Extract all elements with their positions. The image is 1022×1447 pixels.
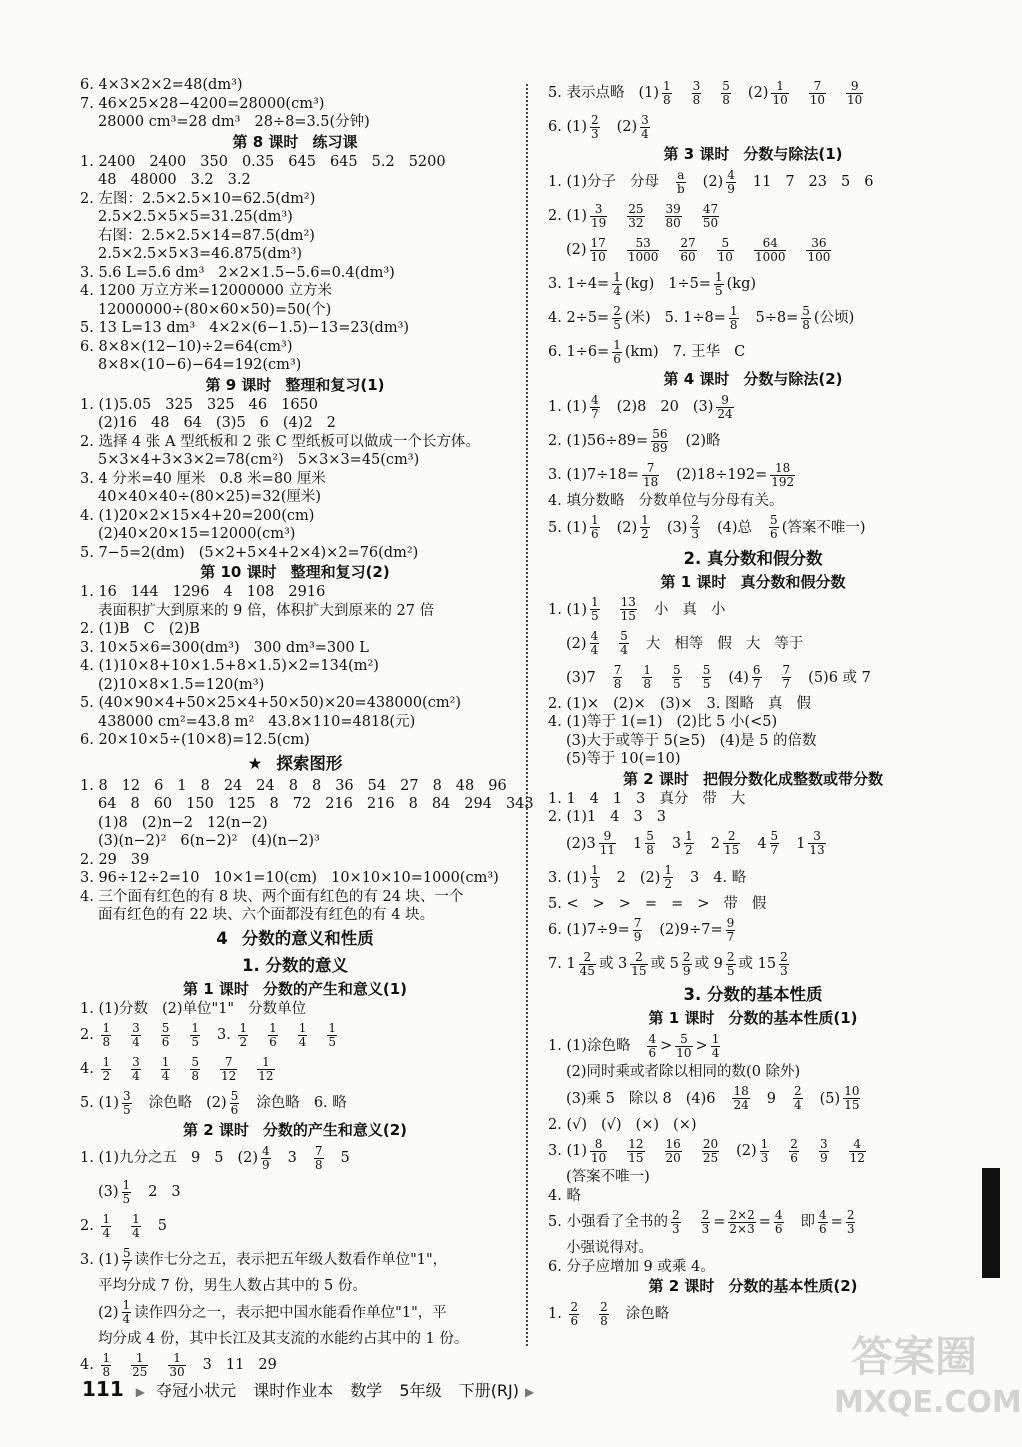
- answer-line: 3. (1) $\frac{5}{7}$ 读作七分之五，表示把五年级人数看作单位"1"，: [80, 1245, 448, 1274]
- fraction: $\frac{5}{10}$: [717, 235, 733, 264]
- answer-line: 4. $\frac{1}{8}$ $\frac{1}{25}$ $\frac{1}{30}$ 3 11 29: [80, 1350, 277, 1379]
- section-heading: ★ 探索图形: [247, 753, 343, 773]
- fraction: $\frac{13}{15}$: [620, 595, 636, 623]
- answer-line: 28000 cm³=28 dm³ 28÷8=3.5(分钟): [98, 114, 370, 130]
- fraction: $\frac{2}{8}$: [600, 1299, 608, 1328]
- answer-line: 5. < > > = = > 带 假: [548, 895, 767, 912]
- fraction: $\frac{1}{8}$: [643, 663, 652, 691]
- fraction: $\frac{2}{3}$: [671, 1207, 680, 1236]
- answer-line: 438000 cm²=43.8 m² 43.8×110=4818(元): [98, 713, 416, 730]
- answer-line: 8×8×(10−6)−64=192(cm³): [98, 357, 302, 373]
- answer-line: 2. $\frac{1}{4}$ $\frac{1}{4}$ 5: [80, 1211, 167, 1240]
- answer-line: 3. 4 分米=40 厘米 0.8 米=80 厘米: [80, 470, 326, 487]
- answer-line: 表面积扩大到原来的 9 倍，体积扩大到原来的 27 倍: [98, 602, 435, 619]
- answer-line: 2. 选择 4 张 A 型纸板和 2 张 C 型纸板可以做成一个长方体。: [80, 433, 480, 450]
- answer-line: 3. (1) $\frac{8}{10}$ $\frac{12}{15}$ $\frac{16}{20}$ $\frac{20}{25}$ (2) $\frac{1}{3}$ $\frac{2}{6}$ $\frac{3}{9}$ $\frac{4}{12}$: [548, 1136, 865, 1165]
- answer-line: 1. (1)分子 分母 $\frac{a}{b}$ (2) $\frac{4}{9}$ 11 7 23 5 6: [548, 167, 874, 196]
- answer-line: 6. 20×10×5÷(10×8)=12.5(cm): [80, 732, 310, 748]
- fraction: $\frac{56}{89}$: [652, 426, 668, 455]
- fraction: $\frac{2}{5}$: [613, 303, 621, 332]
- answer-line: 3. (1) $\frac{1}{3}$ 2 (2) $\frac{1}{2}$ 3 4. 略: [548, 863, 747, 891]
- fraction: $\frac{53}{1000}$: [627, 235, 659, 264]
- answer-line: 1. (1) $\frac{1}{5}$ $\frac{13}{15}$ 小 真 小: [548, 595, 726, 623]
- answer-line: (3)大于或等于 5(≥5) (4)是 5 的倍数: [566, 732, 817, 749]
- answer-line: (3)(n−2)² 6(n−2)² (4)(n−2)³: [98, 833, 320, 849]
- fraction: $\frac{7}{8}$: [613, 663, 622, 691]
- fraction: $\frac{1}{4}$: [122, 1298, 131, 1326]
- fraction: $\frac{1}{2}$: [239, 1020, 248, 1049]
- fraction: $\frac{1}{10}$: [772, 78, 788, 107]
- answer-line: (2)同时乘或者除以相同的数(0 除外): [566, 1064, 801, 1080]
- answer-line: 7. 46×25×28−4200=28000(cm³): [80, 95, 325, 112]
- watermark-logo: [834, 1331, 1022, 1441]
- fraction: $\frac{7}{12}$: [221, 1054, 237, 1083]
- fraction: $\frac{9}{10}$: [847, 78, 863, 107]
- answer-line: 6. 4×3×2×2=48(dm³): [80, 77, 243, 93]
- answer-line: (3)乘 5 除以 8 (4)6 $\frac{18}{24}$ 9 $\frac{2}{4}$ (5) $\frac{10}{15}$: [566, 1084, 860, 1112]
- answer-line: 1. 8 12 6 1 8 24 24 8 8 36 54 27 8 48 96: [80, 777, 507, 794]
- fraction: $\frac{1}{5}$: [122, 1177, 131, 1206]
- fraction: $\frac{5}{7}$: [770, 829, 779, 857]
- fraction: $\frac{27}{60}$: [680, 235, 696, 264]
- answer-line: (2)40×20×15=12000(cm³): [98, 526, 296, 542]
- answer-line: 5. 小强看了全书的 $\frac{2}{3}$ $\frac{2}{3}$ = $\frac{2\times 2}{2\times 3}$ = $\frac{4}{6}$ 即 $\frac{4}{6}$ = $\frac{2}{3}$: [548, 1207, 855, 1236]
- answer-line: 4. 2÷5= $\frac{2}{5}$ (米) 5. 1÷8= $\frac{1}{8}$ 5÷8= $\frac{5}{8}$ (公顷): [548, 303, 855, 332]
- section-heading: 第 1 课时 分数的产生和意义(1): [182, 979, 408, 998]
- answer-line: (2) $\frac{1}{4}$ 读作四分之一，表示把中国水能看作单位"1"，平: [98, 1298, 447, 1326]
- fraction: $\frac{4}{9}$: [262, 1143, 270, 1172]
- section-heading: 4 分数的意义和性质: [216, 928, 374, 948]
- fraction: $\frac{1}{4}$: [102, 1211, 111, 1240]
- fraction: $\frac{2}{3}$: [701, 1207, 710, 1236]
- fraction: $\frac{8}{10}$: [590, 1136, 607, 1165]
- answer-line: 5. 7−5=2(dm) (5×2+5×4+2×4)×2=76(dm²): [80, 544, 419, 561]
- fraction: $\frac{3}{8}$: [692, 78, 701, 107]
- fraction: $\frac{5}{10}$: [676, 1031, 692, 1060]
- answer-line: 4. 1200 万立方米=12000000 立方米: [80, 283, 333, 299]
- fraction: $\frac{1}{4}$: [298, 1020, 307, 1049]
- section-heading: 2. 真分数和假分数: [683, 548, 823, 568]
- fraction: $\frac{3}{4}$: [641, 112, 649, 141]
- watermark-text: 答案圈: [850, 1332, 977, 1381]
- fraction: $\frac{1}{8}$: [102, 1350, 111, 1379]
- fraction: $\frac{1}{5}$: [590, 595, 599, 623]
- section-heading: 第 9 课时 整理和复习(1): [205, 375, 385, 394]
- fraction: $\frac{1}{6}$: [613, 337, 621, 366]
- fraction: $\frac{1}{2}$: [641, 513, 649, 541]
- fraction: $\frac{12}{15}$: [628, 1136, 644, 1165]
- fraction: $\frac{4}{4}$: [590, 629, 599, 657]
- fraction: $\frac{2}{3}$: [846, 1207, 855, 1236]
- fraction: $\frac{3}{4}$: [132, 1020, 140, 1049]
- answer-line: 6. (1)7÷9= $\frac{7}{9}$ (2)9÷7= $\frac{9}{7}$: [548, 915, 735, 944]
- page-footer: [82, 1377, 540, 1401]
- answer-line: 4. $\frac{1}{2}$ $\frac{3}{4}$ $\frac{1}{4}$ $\frac{5}{8}$ $\frac{7}{12}$ $\frac{1}{12}$: [80, 1054, 274, 1083]
- fraction: $\frac{1}{2}$: [664, 863, 673, 891]
- answer-line: (3)7 $\frac{7}{8}$ $\frac{1}{8}$ $\frac{5}{5}$ $\frac{5}{5}$ (4) $\frac{6}{7}$ $\frac{7}{7}$ (5)6 或 7: [566, 663, 871, 691]
- section-heading: 1. 分数的意义: [242, 955, 348, 975]
- answer-line: 2. 左图：2.5×2.5×10=62.5(dm²): [80, 190, 316, 207]
- section-heading: 第 1 课时 分数的基本性质(1): [648, 1009, 858, 1027]
- page-edge-mark: [982, 1168, 1000, 1278]
- fraction: $\frac{3}{5}$: [122, 1088, 131, 1117]
- fraction: $\frac{2}{5}$: [726, 949, 735, 978]
- fraction: $\frac{6}{7}$: [752, 663, 761, 691]
- answer-line: 右图：2.5×2.5×14=87.5(dm²): [98, 227, 315, 244]
- answer-line: 6. 8×8×(12−10)÷2=64(cm³): [80, 338, 293, 355]
- fraction: $\frac{7}{18}$: [642, 460, 659, 489]
- watermark-url: MXQE.COM: [834, 1385, 1022, 1420]
- fraction: $\frac{2}{4}$: [794, 1084, 802, 1112]
- fraction: $\frac{2}{6}$: [570, 1299, 579, 1328]
- fraction: $\frac{1}{4}$: [711, 1031, 720, 1060]
- fraction: $\frac{7}{10}$: [809, 78, 826, 107]
- fraction: $\frac{7}{7}$: [782, 663, 791, 691]
- answer-line: 1. 2400 2400 350 0.35 645 645 5.2 5200: [80, 153, 446, 170]
- answer-line: 6. 1÷6= $\frac{1}{6}$ (km) 7. 王华 C: [548, 337, 746, 366]
- fraction: $\frac{5}{6}$: [230, 1088, 239, 1117]
- answer-line: 5×3×4+3×3×2=78(cm²) 5×3×3=45(cm³): [98, 452, 420, 468]
- answer-line: 2. (1) $\frac{3}{19}$ $\frac{25}{32}$ $\frac{39}{80}$ $\frac{47}{50}$: [548, 201, 719, 230]
- answer-line: 5. 13 L=13 dm³ 4×2×(6−1.5)−13=23(dm³): [80, 320, 410, 336]
- fraction: $\frac{3}{13}$: [809, 829, 825, 857]
- fraction: $\frac{3}{9}$: [819, 1136, 828, 1165]
- section-heading: 第 1 课时 真分数和假分数: [660, 572, 846, 591]
- answer-line: 平均分成 7 份，男生人数占其中的 5 份。: [98, 1278, 367, 1294]
- fraction: $\frac{7}{8}$: [314, 1143, 323, 1172]
- fraction: $\frac{3}{4}$: [132, 1054, 140, 1083]
- answer-line: 3. (1)7÷18= $\frac{7}{18}$ (2)18÷192= $\frac{18}{192}$: [548, 460, 795, 489]
- grade: 5年级: [399, 1381, 442, 1400]
- answer-line: 4. (1)10×8+10×1.5+8×1.5)×2=134(m²): [80, 658, 379, 674]
- answer-line: 4. (1)等于 1(=1) (2)比 5 小(<5): [548, 714, 778, 730]
- answer-line: 均分成 4 份，其中长江及其支流的水能约占其中的 1 份。: [98, 1330, 469, 1347]
- fraction: $\frac{5}{6}$: [770, 513, 778, 541]
- answer-line: 3. 10×5×6=300(dm³) 300 dm³=300 L: [80, 639, 369, 656]
- fraction: $\frac{5}{8}$: [646, 829, 654, 857]
- section-heading: 第 8 课时 练习课: [232, 132, 358, 151]
- fraction: $\frac{17}{10}$: [590, 235, 606, 264]
- answer-line: 1. (1)九分之五 9 5 (2) $\frac{4}{9}$ 3 $\frac{7}{8}$ 5: [80, 1143, 350, 1172]
- fraction: $\frac{18}{192}$: [771, 460, 795, 489]
- fraction: $\frac{2}{3}$: [590, 112, 599, 141]
- answer-line: 4. 略: [548, 1187, 581, 1204]
- fraction: $\frac{2\times 2}{2\times 3}$: [729, 1207, 755, 1236]
- section-heading: 第 4 课时 分数与除法(2): [663, 370, 843, 388]
- answer-line: 小强说得对。: [566, 1240, 653, 1256]
- answer-line: 2.5×2.5×5×5=31.25(dm³): [98, 209, 293, 225]
- fraction: $\frac{9}{7}$: [726, 915, 735, 944]
- fraction: $\frac{7}{9}$: [633, 915, 642, 944]
- answer-line: 2. (1)1 4 3 3: [548, 809, 666, 825]
- fraction: $\frac{20}{25}$: [702, 1136, 719, 1165]
- answer-line: 5. 表示点略 (1) $\frac{1}{8}$ $\frac{3}{8}$ $\frac{5}{8}$ (2) $\frac{1}{10}$ $\frac{7}{10}$ $\frac{9}{10}$: [548, 78, 863, 107]
- answer-line: 1. (1)分数 (2)单位"1" 分数单位: [80, 1000, 307, 1017]
- fraction: $\frac{4}{6}$: [774, 1207, 783, 1236]
- fraction: $\frac{1}{3}$: [760, 1136, 769, 1165]
- fraction: $\frac{5}{4}$: [620, 629, 628, 657]
- answer-line: (2)10×8×1.5=120(m³): [98, 676, 265, 693]
- answer-line: 2.5×2.5×5×3=46.875(dm³): [98, 246, 303, 262]
- answer-line: (2)16 48 64 (3)5 6 (4)2 2: [98, 415, 336, 431]
- answer-line: 1. $\frac{2}{6}$ $\frac{2}{8}$ 涂色略: [548, 1299, 670, 1328]
- fraction: $\frac{4}{6}$: [819, 1207, 827, 1236]
- fraction: $\frac{5}{6}$: [161, 1020, 170, 1049]
- fraction: $\frac{1}{30}$: [169, 1350, 185, 1379]
- section-heading: 第 10 课时 整理和复习(2): [200, 563, 390, 581]
- answer-line: 6. 分子应增加 9 或乘 4。: [548, 1258, 715, 1275]
- answer-line: 2. (1)× (2)× (3)× 3. 图略 真 假: [548, 695, 811, 712]
- fraction: $\frac{a}{b}$: [676, 167, 685, 196]
- fraction: $\frac{4}{9}$: [727, 167, 735, 196]
- arrow-icon: ▶: [135, 1385, 145, 1399]
- fraction: $\frac{1}{8}$: [102, 1020, 111, 1049]
- fraction: $\frac{25}{32}$: [628, 201, 644, 230]
- fraction: $\frac{4}{6}$: [648, 1031, 657, 1060]
- fraction: $\frac{2}{9}$: [682, 949, 691, 978]
- answer-line: 3. 5.6 L=5.6 dm³ 2×2×1.5−5.6=0.4(dm³): [80, 264, 395, 281]
- fraction: $\frac{10}{15}$: [844, 1084, 860, 1112]
- fraction: $\frac{4}{12}$: [849, 1136, 865, 1165]
- fraction: $\frac{1}{4}$: [132, 1211, 140, 1240]
- answer-line: 5. (1) $\frac{1}{6}$ (2) $\frac{1}{2}$ (3) $\frac{2}{3}$ (4)总 $\frac{5}{6}$ (答案不唯一): [548, 513, 866, 541]
- answer-line: 3. 1÷4= $\frac{1}{4}$ (kg) 1÷5= $\frac{1}{5}$ (kg): [548, 269, 757, 298]
- fraction: $\frac{39}{80}$: [665, 201, 681, 230]
- answer-line: (2)3 $\frac{9}{11}$ 1 $\frac{5}{8}$ 3 $\frac{1}{2}$ 2 $\frac{2}{15}$ 4 $\frac{5}{7}$ 1 $\frac{3}{13}$: [566, 829, 825, 857]
- fraction: $\frac{1}{2}$: [685, 829, 693, 857]
- answer-line: 12000000÷(80×60×50)=50(个): [98, 301, 332, 318]
- answer-line: 64 8 60 150 125 8 72 216 216 8 84 294 343: [98, 796, 534, 812]
- fraction: $\frac{47}{50}$: [702, 201, 719, 230]
- fraction: $\frac{1}{12}$: [258, 1054, 274, 1083]
- fraction: $\frac{9}{11}$: [599, 829, 616, 857]
- fraction: $\frac{16}{20}$: [665, 1136, 681, 1165]
- answer-line: 40×40×40÷(80×25)=32(厘米): [98, 489, 322, 505]
- fraction: $\frac{1}{25}$: [132, 1350, 148, 1379]
- answer-line: 2. $\frac{1}{8}$ $\frac{3}{4}$ $\frac{5}{6}$ $\frac{1}{5}$ 3. $\frac{1}{2}$ $\frac{1}{6}$ $\frac{1}{4}$ $\frac{1}{5}$: [80, 1020, 337, 1049]
- answer-line: 2. (1)56÷89= $\frac{56}{89}$ (2)略: [548, 426, 721, 455]
- answer-line: 2. (√) (√) (×) (×): [548, 1116, 697, 1133]
- answer-line: (3) $\frac{1}{5}$ 2 3: [98, 1177, 181, 1206]
- fraction: $\frac{2}{3}$: [780, 949, 788, 978]
- answer-line: 1. (1)涂色略 $\frac{4}{6}$ > $\frac{5}{10}$ > $\frac{1}{4}$: [548, 1031, 720, 1060]
- volume: 下册(RJ): [458, 1381, 520, 1400]
- right-column: [548, 76, 958, 1331]
- fraction: $\frac{1}{5}$: [191, 1020, 200, 1049]
- answer-line: (2) $\frac{4}{4}$ $\frac{5}{4}$ 大 相等 假 大 等于: [566, 629, 804, 657]
- answer-line: 5. (40×90×4+50×25×4+50×50)×20=438000(cm²): [80, 695, 462, 711]
- answer-line: (2) $\frac{17}{10}$ $\frac{53}{1000}$ $\frac{27}{60}$ $\frac{5}{10}$ $\frac{64}{1000}$ $\frac{36}{100}$: [566, 235, 831, 264]
- answer-line: 5. (1) $\frac{3}{5}$ 涂色略 (2) $\frac{5}{6}$ 涂色略 6. 略: [80, 1088, 347, 1117]
- answer-line: (5)等于 10(=10): [566, 751, 681, 767]
- fraction: $\frac{1}{6}$: [590, 513, 599, 541]
- answer-line: 4. 填分数略 分数单位与分母有关。: [548, 493, 784, 509]
- answer-line: 6. (1) $\frac{2}{3}$ (2) $\frac{3}{4}$: [548, 112, 649, 141]
- fraction: $\frac{1}{6}$: [269, 1020, 277, 1049]
- fraction: $\frac{5}{8}$: [722, 78, 730, 107]
- column-divider: [526, 84, 528, 1346]
- section-heading: 第 3 课时 分数与除法(1): [663, 145, 843, 163]
- arrow-icon: ▶: [525, 1385, 535, 1399]
- answer-line: 7. 1 $\frac{2}{45}$ 或 3 $\frac{2}{15}$ 或 5 $\frac{2}{9}$ 或 9 $\frac{2}{5}$ 或 15 $\frac{2}{3}$: [548, 949, 788, 978]
- fraction: $\frac{18}{24}$: [733, 1084, 749, 1112]
- fraction: $\frac{3}{19}$: [590, 201, 607, 230]
- answer-line: 2. (1)B C (2)B: [80, 621, 200, 637]
- answer-line: (1)8 (2)n−2 12(n−2): [98, 814, 268, 831]
- answer-line: 48 48000 3.2 3.2: [98, 172, 251, 188]
- section-heading: 第 2 课时 分数的基本性质(2): [648, 1277, 858, 1295]
- answer-line: 面有红色的有 22 块、六个面都没有红色的有 4 块。: [98, 907, 435, 923]
- answer-line: 1. (1)5.05 325 325 46 1650: [80, 396, 319, 413]
- fraction: $\frac{9}{24}$: [717, 392, 733, 421]
- answer-line: 2. 29 39: [80, 851, 150, 868]
- fraction: $\frac{1}{2}$: [102, 1054, 111, 1083]
- answer-line: 3. 96÷12÷2=10 10×1=10(cm) 10×10×10=1000(cm³): [80, 870, 499, 886]
- fraction: $\frac{2}{3}$: [691, 513, 699, 541]
- fraction: $\frac{1}{8}$: [663, 78, 671, 107]
- fraction: $\frac{2}{45}$: [579, 949, 595, 978]
- answer-line: 4. 三个面有红色的有 8 块、两个面有红色的有 24 块、一个: [80, 888, 464, 905]
- fraction: $\frac{1}{5}$: [714, 269, 723, 298]
- section-heading: 第 2 课时 分数的产生和意义(2): [182, 1121, 408, 1139]
- series-name: 夺冠小状元: [156, 1381, 237, 1400]
- answer-line: 1. 16 144 1296 4 108 2916: [80, 584, 326, 600]
- fraction: $\frac{1}{5}$: [328, 1020, 337, 1049]
- answer-line: (答案不唯一): [566, 1169, 650, 1185]
- subject: 数学: [350, 1381, 383, 1400]
- section-heading: 第 2 课时 把假分数化成整数或带分数: [623, 769, 883, 788]
- fraction: $\frac{1}{3}$: [590, 863, 599, 891]
- answer-line: 1. (1) $\frac{4}{7}$ (2)8 20 (3) $\frac{9}{24}$: [548, 392, 733, 421]
- fraction: $\frac{1}{4}$: [613, 269, 621, 298]
- answer-line: 4. (1)20×2×15×4+20=200(cm): [80, 507, 315, 524]
- fraction: $\frac{2}{6}$: [790, 1136, 798, 1165]
- fraction: $\frac{2}{15}$: [631, 949, 647, 978]
- fraction: $\frac{5}{8}$: [802, 303, 810, 332]
- page-number: 111: [82, 1377, 124, 1401]
- fraction: $\frac{5}{5}$: [702, 663, 711, 691]
- fraction: $\frac{1}{4}$: [161, 1054, 170, 1083]
- book-name: 课时作业本: [253, 1381, 334, 1400]
- left-column: [80, 76, 534, 1382]
- fraction: $\frac{64}{1000}$: [754, 235, 786, 264]
- fraction: $\frac{4}{7}$: [590, 392, 599, 421]
- fraction: $\frac{2}{15}$: [724, 829, 740, 857]
- fraction: $\frac{5}{5}$: [673, 663, 681, 691]
- fraction: $\frac{5}{7}$: [122, 1245, 131, 1274]
- section-heading: 3. 分数的基本性质: [683, 985, 823, 1004]
- fraction: $\frac{5}{8}$: [191, 1054, 200, 1083]
- fraction: $\frac{1}{8}$: [729, 303, 738, 332]
- fraction: $\frac{36}{100}$: [807, 235, 831, 264]
- answer-line: 1. 1 4 1 3 真分 带 大: [548, 790, 746, 807]
